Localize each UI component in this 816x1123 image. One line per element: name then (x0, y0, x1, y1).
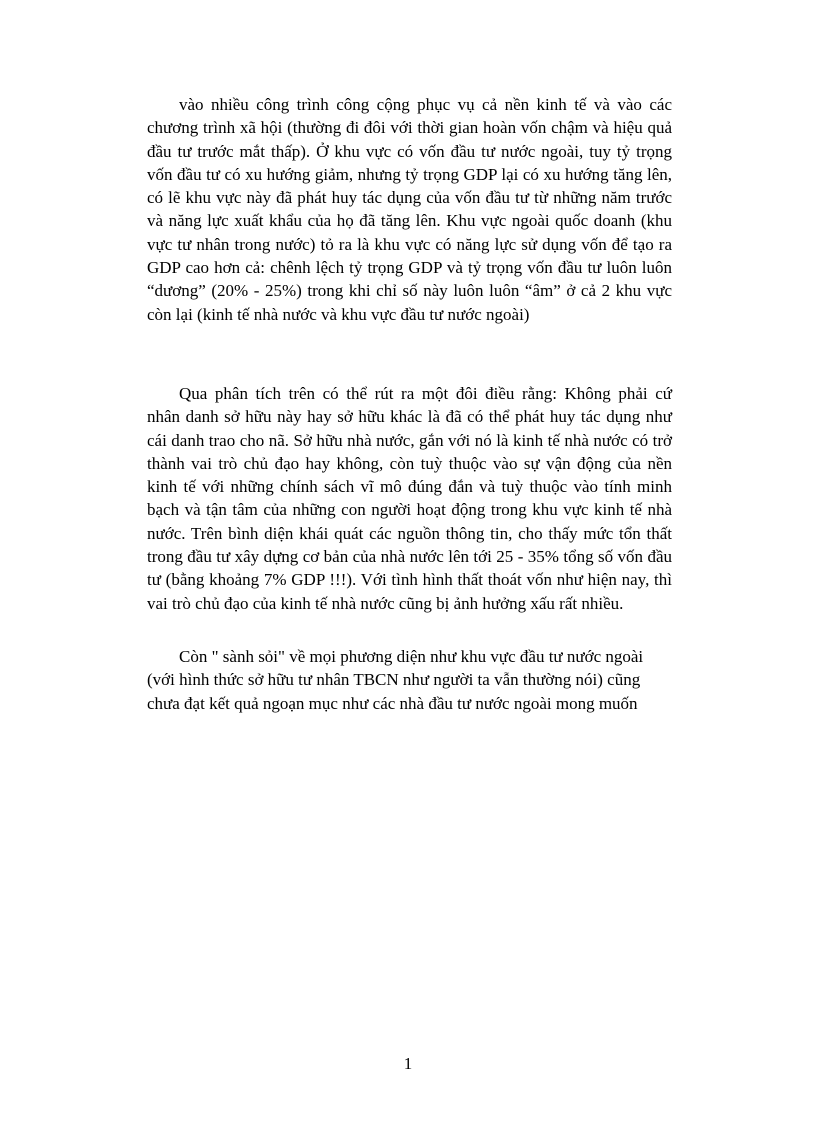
text-line: GDP cao hơn cả: chênh lệch tỷ trọng GDP và tỷ trọng vốn đầu tư luôn luôn (147, 258, 672, 278)
text-line: vào nhiều công trình công cộng phục vụ cả nền kinh tế và vào các (179, 95, 672, 114)
text-line: tư (bằng khoảng 7% GDP !!!). Với tình hình thất thoát vốn như hiện nay, thì (147, 570, 672, 590)
text-line: vai trò chủ đạo của kinh tế nhà nước cũng bị ảnh hưởng xấu rất nhiều. (147, 593, 624, 613)
text-line: nước. Trên bình diện khái quát các nguồn thông tin, cho thấy mức tổn thất (147, 523, 672, 543)
page-number: 1 (403, 1054, 413, 1073)
text-line: cái danh trao cho nã. Sở hữu nhà nước, gắn với nó là kinh tế nhà nước có trở (147, 430, 672, 450)
paragraph-3 (147, 645, 672, 715)
text-line: “dương” (20% - 25%) trong khi chỉ số này luôn luôn “âm” ở cả 2 khu vực (147, 281, 672, 301)
text-line: Qua phân tích trên có thể rút ra một đôi điều rằng: Không phải cứ (179, 384, 672, 403)
text-line: trong đầu tư xây dựng cơ bản của nhà nước lên tới 25 - 35% tổng số vốn đầu (147, 547, 672, 567)
text-line: thành vai trò chủ đạo hay không, còn tuỳ thuộc vào sự vận động của nền (147, 453, 672, 473)
text-line: nhân danh sở hữu này hay sở hữu khác là đã có thể phát huy tác dụng như (147, 407, 672, 427)
text-line: (với hình thức sở hữu tư nhân TBCN như người ta vẫn thường nói) cũng (147, 670, 641, 690)
text-line: chưa đạt kết quả ngoạn mục như các nhà đầu tư nước ngoài mong muốn (147, 693, 638, 713)
text-line: bạch và tận tâm của những con người hoạt động trong khu vực kinh tế nhà (147, 500, 672, 520)
text-line: có lẽ khu vực này đã phát huy tác dụng của vốn đầu tư từ những năm trước (147, 188, 672, 208)
paragraph-2 (147, 382, 672, 615)
paragraph-1 (147, 93, 672, 326)
text-line: kinh tế với những chính sách vĩ mô đúng đắn và tuỳ thuộc vào tính minh (147, 477, 672, 497)
text-line: chương trình xã hội (thường đi đôi với thời gian hoàn vốn chậm và hiệu quả (147, 118, 672, 138)
text-line: còn lại (kinh tế nhà nước và khu vực đầu tư nước ngoài) (147, 304, 530, 324)
text-line: đầu tư trước mắt thấp). Ở khu vực có vốn đầu tư nước ngoài, tuy tỷ trọng (147, 141, 672, 161)
text-line: Còn " sành sỏi" về mọi phương diện như khu vực đầu tư nước ngoài (179, 647, 644, 666)
text-line: và năng lực xuất khẩu của họ đã tăng lên. Khu vực ngoài quốc doanh (khu (147, 211, 672, 231)
text-line: vốn đầu tư có xu hướng giảm, nhưng tỷ trọng GDP lại có xu hướng tăng lên, (147, 164, 672, 184)
text-line: vực tư nhân trong nước) tỏ ra là khu vực có năng lực sử dụng vốn để tạo ra (147, 234, 672, 254)
